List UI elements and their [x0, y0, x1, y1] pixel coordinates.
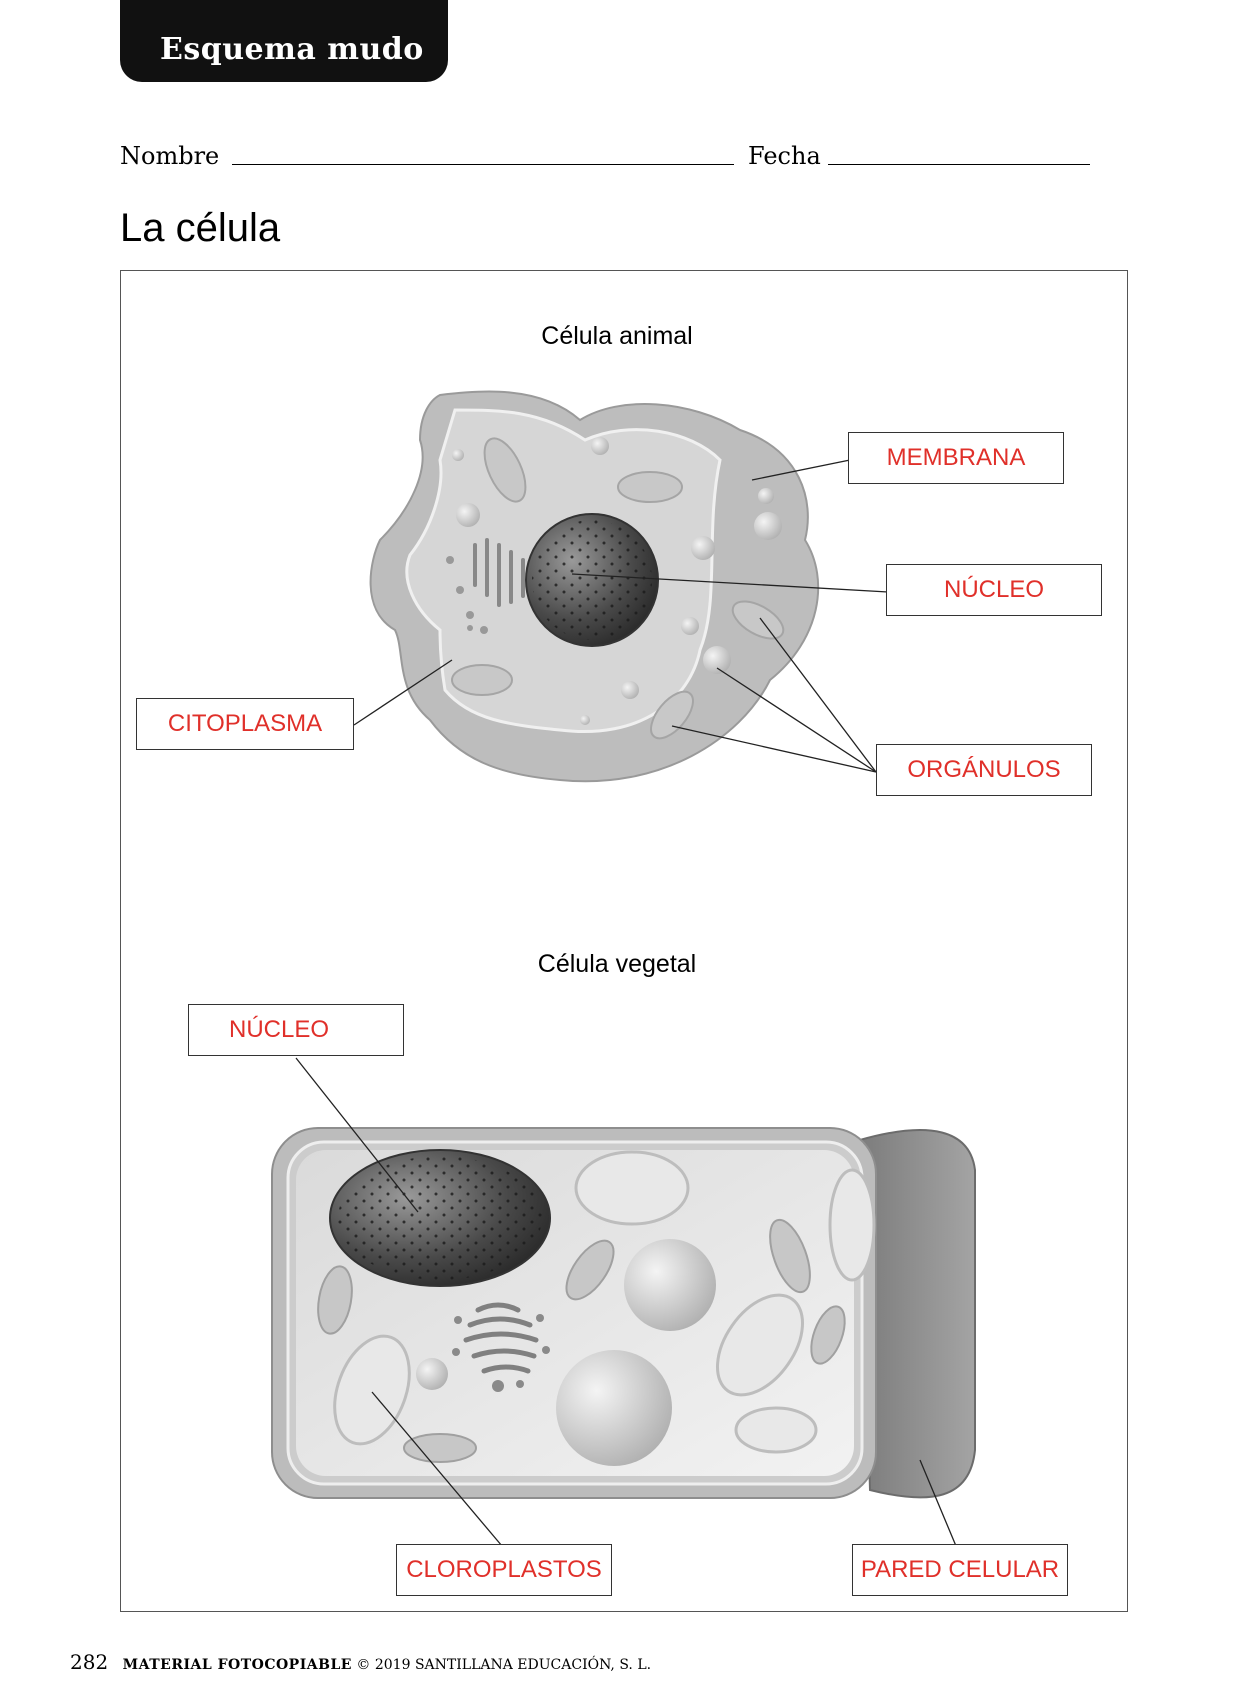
plant-cell-title: Célula vegetal	[537, 950, 697, 978]
footer-material: MATERIAL FOTOCOPIABLE	[122, 1657, 352, 1673]
label-citoplasma: CITOPLASMA	[136, 698, 354, 750]
name-label: Nombre	[120, 142, 220, 170]
header-tab-title: Esquema mudo	[160, 32, 424, 67]
footer	[70, 1650, 651, 1674]
label-nucleo-vegetal: NÚCLEO	[188, 1004, 404, 1056]
label-pared-celular: PARED CELULAR	[852, 1544, 1068, 1596]
label-cloroplastos: CLOROPLASTOS	[396, 1544, 612, 1596]
footer-copyright: © 2019 SANTILLANA EDUCACIÓN, S. L.	[356, 1657, 652, 1673]
page-title: La célula	[120, 206, 281, 250]
label-organulos: ORGÁNULOS	[876, 744, 1092, 796]
animal-cell-drawing	[371, 391, 819, 781]
plant-cell-drawing	[272, 1128, 975, 1498]
page-number: 282	[70, 1650, 109, 1674]
label-nucleo-animal: NÚCLEO	[886, 564, 1102, 616]
animal-cell-title: Célula animal	[541, 322, 693, 350]
label-membrana: MEMBRANA	[848, 432, 1064, 484]
date-label: Fecha	[748, 142, 821, 170]
